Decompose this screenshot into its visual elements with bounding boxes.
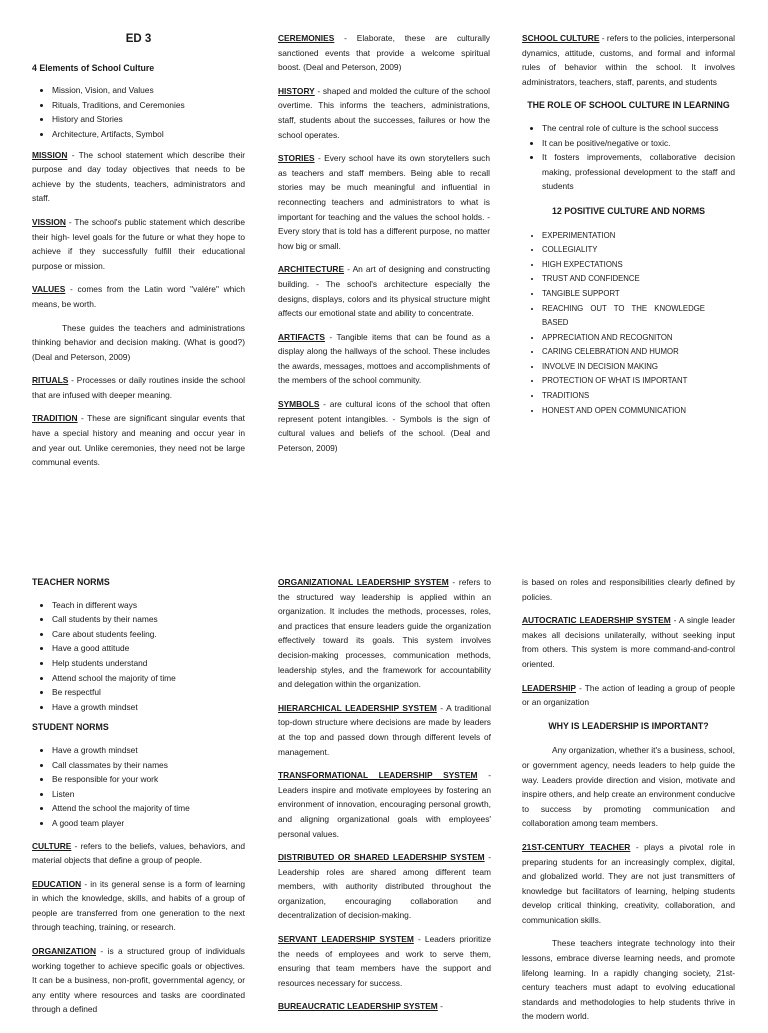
teacher21-text: - plays a pivotal role in preparing students for an increasingly complex, digital, and globalized world. They are not just transmitters of knowledge but facilitators of learning, helping students develop critical thinking, creativity, collaboration, and communication skills. [522, 841, 735, 925]
list-item: • It fosters improvements, collaborative decision making, professional development to the staff and students [542, 150, 735, 194]
transformational-paragraph [278, 768, 491, 841]
stories-term: STORIES [278, 153, 315, 164]
vission-paragraph [32, 215, 245, 273]
list-item: • Rituals, Traditions, and Ceremonies [52, 98, 245, 113]
rituals-term: RITUALS [32, 375, 69, 386]
education-text: - in its general sense is a form of learning in which the knowledge, skills, and habits of a group of people are transferred from one generation to the next through teaching, training, or research. [32, 878, 245, 933]
column-2-bottom [278, 575, 491, 1023]
list-item: • History and Stories [52, 112, 245, 127]
list-item: • REACHING OUT TO THE KNOWLEDGE BASED [542, 302, 735, 331]
architecture-term: ARCHITECTURE [278, 264, 345, 275]
leadership-text: - The action of leading a group of people or an organization [522, 682, 735, 708]
column-1-top [32, 30, 245, 479]
values-term: VALUES [32, 284, 66, 295]
column-3-bottom [522, 575, 735, 1033]
servant-text: - Leaders prioritize the needs of employees and work to serve them, ensuring that team members have the support and resources necessary for success. [278, 934, 491, 988]
list-item: • Have a growth mindset [52, 700, 245, 715]
tradition-paragraph [32, 411, 245, 469]
ceremonies-text: - Elaborate, these are culturally sanctioned events that provide a welcome spiritual boost. (Deal and Peterson, 2009) [278, 33, 490, 73]
vission-text: - The school's public statement which describe their high- level goals for the future or what they hope to achieve if they successfully fulfill their educational purpose or mission. [32, 216, 245, 271]
list-item: • TRUST AND CONFIDENCE [542, 272, 735, 287]
autocratic-text: - A single leader makes all decisions unilaterally, without seeking input from others. This system is more command-and-control oriented. [522, 615, 735, 669]
school-culture-term: SCHOOL CULTURE [522, 33, 600, 43]
history-paragraph [278, 84, 490, 142]
list-item: • EXPERIMENTATION [542, 229, 735, 244]
column-2-top [278, 31, 490, 464]
list-item: • INVOLVE IN DECISION MAKING [542, 360, 735, 375]
teacher-norms-list [32, 598, 245, 715]
teacher-norms-heading: TEACHER NORMS [32, 577, 110, 587]
culture-paragraph [32, 839, 245, 868]
servant-term: SERVANT LEADERSHIP SYSTEM [278, 934, 414, 945]
list-item: • Have a good attitude [52, 641, 245, 656]
hierarchical-term: HIERARCHICAL LEADERSHIP SYSTEM [278, 702, 437, 713]
history-term: HISTORY [278, 85, 315, 96]
norms-list [522, 229, 735, 419]
teacher21-paragraph [522, 840, 735, 928]
architecture-paragraph [278, 262, 490, 320]
education-paragraph [32, 877, 245, 935]
leadership-paragraph [522, 681, 735, 710]
list-item: • APPRECIATION AND RECOGNITON [542, 331, 735, 346]
list-item: • CARING CELEBRATION AND HUMOR [542, 345, 735, 360]
artifacts-paragraph [278, 330, 490, 388]
teacher21-term: 21ST-CENTURY TEACHER [522, 841, 631, 852]
architecture-text: - An art of designing and constructing building. - The school's architecture especially the designs, displays, colors and its physical structure might affects our emotional state and ability to concentrate. [278, 264, 490, 319]
organization-paragraph [32, 944, 245, 1017]
list-item: • Attend school the majority of time [52, 671, 245, 686]
values-explanation: These guides the teachers and administrations thinking behavior and decision making. (What is good?) (Deal and Peterson, 2009) [32, 322, 245, 362]
list-item: • Be responsible for your work [52, 772, 245, 787]
organization-text: - is a structured group of individuals working together to achieve specific goals or objectives. It can be a business, non-profit, governmental agency, or any entity where resources and tasks are coordinated through a defined [32, 946, 245, 1015]
vission-term: VISSION [32, 216, 66, 227]
list-item: • It can be positive/negative or toxic. [542, 136, 735, 151]
ceremonies-paragraph [278, 31, 490, 75]
elements-list [32, 83, 245, 141]
list-item: • The central role of culture is the school success [542, 121, 735, 136]
hierarchical-text: - A traditional top-down structure where decisions are made by leaders at the top and passed down through different levels of management. [278, 702, 491, 757]
student-norms-list [32, 743, 245, 831]
list-item: • TRADITIONS [542, 389, 735, 404]
role-list [522, 121, 735, 194]
role-heading: THE ROLE OF SCHOOL CULTURE IN LEARNING [527, 100, 730, 111]
bureaucratic-text: - [437, 1001, 443, 1012]
list-item: • Teach in different ways [52, 598, 245, 613]
list-item: • Help students understand [52, 656, 245, 671]
list-item: • Be respectful [52, 685, 245, 700]
why-paragraph: Any organization, whether it's a business, school, or government agency, needs leaders to help guide the way. Leaders provide direction and vision, motivate and inspire others, and help create an environment conducive to success by promoting communication and collaboration among team members. [522, 745, 735, 829]
mission-term: MISSION [32, 149, 68, 160]
organization-term: ORGANIZATION [32, 946, 97, 957]
leadership-term: LEADERSHIP [522, 682, 576, 693]
school-culture-text: - refers to the policies, interpersonal dynamics, attitude, customs, and formal and informal rules of behavior within the school. It involves administrators, teachers, staff, parents, and students [522, 33, 736, 87]
mission-text: - The school statement which describe their purpose and day today objectives that needs to be achieve by the students, teachers, administrators and staff. [32, 149, 245, 204]
list-item: • TANGIBLE SUPPORT [542, 287, 735, 302]
rituals-paragraph [32, 373, 245, 402]
norms-heading: 12 POSITIVE CULTURE AND NORMS [552, 205, 705, 216]
tradition-term: TRADITION [32, 413, 78, 424]
list-item: • Care about students feeling. [52, 627, 245, 642]
servant-paragraph [278, 932, 491, 990]
student-norms-heading: STUDENT NORMS [32, 722, 109, 733]
transformational-text: - Leaders inspire and motivate employees by fostering an environment of innovation, encouraging personal growth, and aligning organizational goals with employees' personal values. [278, 770, 491, 839]
culture-term: CULTURE [32, 840, 72, 851]
list-item: • Listen [52, 787, 245, 802]
list-item: • Have a growth mindset [52, 743, 245, 758]
list-item: • HIGH EXPECTATIONS [542, 258, 735, 273]
values-text: - comes from the Latin word "valére" which means, be worth. [32, 284, 245, 309]
elements-heading: 4 Elements of School Culture [32, 62, 155, 73]
artifacts-term: ARTIFACTS [278, 331, 325, 342]
org-leadership-paragraph [278, 575, 491, 692]
autocratic-term: AUTOCRATIC LEADERSHIP SYSTEM [522, 615, 671, 626]
tradition-text: - These are significant singular events that have a special history and meaning and occur year in and year out. Unlike ceremonies, they need not be large communal events. [32, 413, 245, 468]
distributed-term: DISTRIBUTED OR SHARED LEADERSHIP SYSTEM [278, 852, 485, 863]
org-leadership-term: ORGANIZATIONAL LEADERSHIP SYSTEM [278, 577, 449, 587]
artifacts-text: - Tangible items that can be found as a display along the hallways of the school. These includes the awards, messages, mottoes and accomplishments of the members of the school community. [278, 331, 490, 386]
list-item: • A good team player [52, 816, 245, 831]
rituals-text: - Processes or daily routines inside the school that are infused with deeper meaning. [32, 375, 245, 400]
ceremonies-term: CEREMONIES [278, 33, 335, 43]
list-item: • HONEST AND OPEN COMMUNICATION [542, 404, 735, 419]
list-item: • Architecture, Artifacts, Symbol [52, 127, 245, 142]
symbols-text: - are cultural icons of the school that often represent potent intangibles. - Symbols is the sign of cultural values and beliefs of the school. (Deal and Peterson, 2009) [278, 399, 490, 453]
transformational-term: TRANSFORMATIONAL LEADERSHIP SYSTEM [278, 770, 478, 781]
why-heading: WHY IS LEADERSHIP IS IMPORTANT? [548, 720, 709, 731]
list-item: • Attend the school the majority of time [52, 801, 245, 816]
hierarchical-paragraph [278, 701, 491, 759]
distributed-paragraph [278, 850, 491, 923]
bureaucratic-continued: is based on roles and responsibilities clearly defined by policies. [522, 577, 735, 602]
list-item: • COLLEGIALITY [542, 243, 735, 258]
bureaucratic-term: BUREAUCRATIC LEADERSHIP SYSTEM [278, 1001, 438, 1012]
list-item: • Call students by their names [52, 612, 245, 627]
stories-paragraph [278, 151, 490, 253]
symbols-term: SYMBOLS [278, 399, 320, 410]
list-item: • Mission, Vision, and Values [52, 83, 245, 98]
culture-text: - refers to the beliefs, values, behaviors, and material objects that define a group of people. [32, 840, 245, 866]
symbols-paragraph [278, 397, 490, 455]
values-paragraph [32, 282, 245, 311]
education-term: EDUCATION [32, 878, 82, 889]
column-1-bottom [32, 575, 245, 1026]
list-item: • PROTECTION OF WHAT IS IMPORTANT [542, 374, 735, 389]
column-3-top [522, 31, 735, 426]
distributed-text: - Leadership roles are shared among different team members, with authority distributed throughout the organization, encouraging collaboration and decentralization of decision-making. [278, 852, 491, 921]
stories-text: - Every school have its own storytellers such as teachers and staff members. Being able to recall stories may be much meaningful and influential in reconnecting teachers and administrators to what is important for teaching and the values the school holds. -Every story that is told has a different purpose, no matter how big or small. [278, 153, 490, 251]
autocratic-paragraph [522, 613, 735, 671]
history-text: - shaped and molded the culture of the school overtime. This informs the teachers, administrations, staff, students about the successes, failures or how the school operates. [278, 85, 490, 140]
org-leadership-text: - refers to the structured way leadership is applied within an organization. It includes the methods, processes, roles, and practices that ensure leaders guide the organization effectively toward its goals. This system involves decision-making processes, communication methods, leadership styles, and the framework for accountability and delegation within the organization. [278, 577, 491, 690]
bureaucratic-paragraph [278, 999, 491, 1014]
mission-paragraph [32, 148, 245, 206]
list-item: • Call classmates by their names [52, 758, 245, 773]
document-title: ED 3 [125, 33, 152, 45]
teacher21-explanation: These teachers integrate technology into their lessons, embrace diverse learning needs, and promote lifelong learning. In a rapidly changing society, 21st-century teachers must adapt to evolving educational standards and methodologies to help students thrive in the modern world. [522, 938, 735, 1022]
school-culture-paragraph [522, 31, 735, 89]
